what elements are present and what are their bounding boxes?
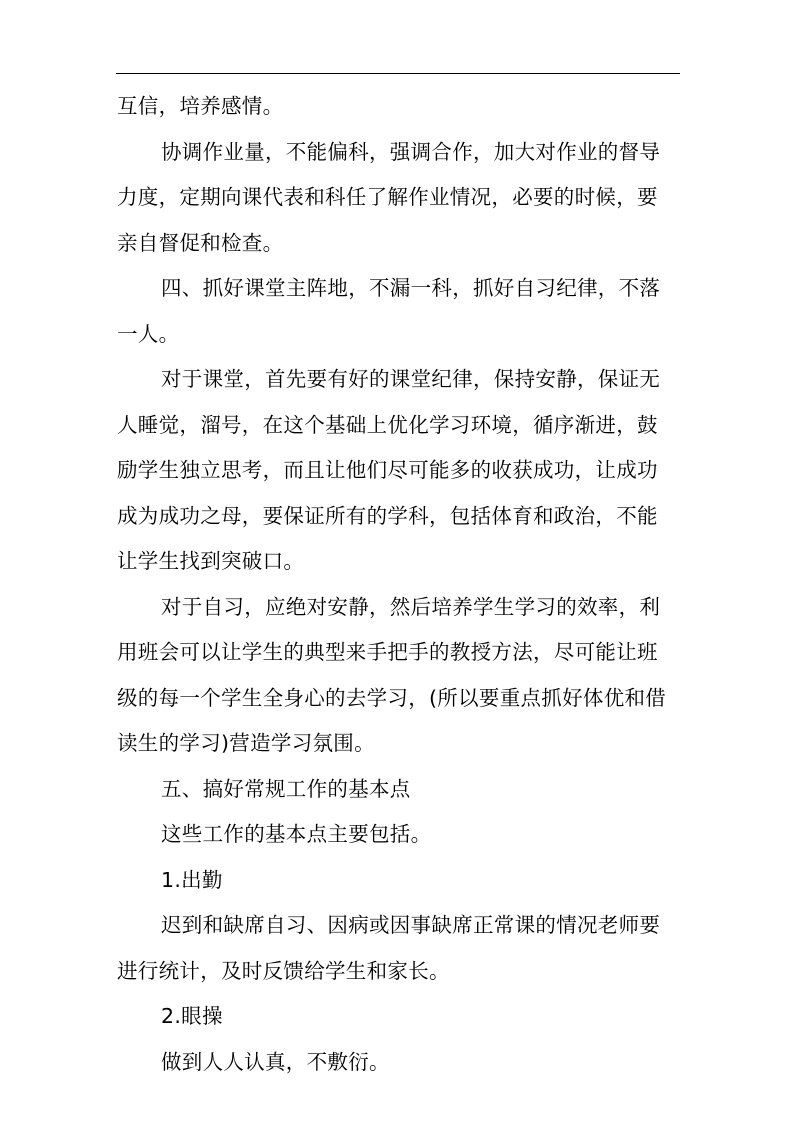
text-line: 力度，定期向课代表和科任了解作业情况，必要的时候，要 <box>117 185 658 209</box>
text-line: 对于自习，应绝对安静，然后培养学生学习的效率，利 <box>161 594 661 619</box>
paragraph <box>117 585 683 767</box>
list-item-heading: 1.出勤 <box>161 867 223 892</box>
paragraph <box>117 1040 683 1086</box>
text-line: 成为成功之母，要保证所有的学科，包括体育和政治，不能 <box>117 503 658 528</box>
text-line: 级的每一个学生全身心的去学习，(所以要重点抓好体优和借 <box>117 685 667 710</box>
text-line: 人睡觉，溜号，在这个基础上优化学习环境，循序渐进，鼓 <box>117 412 658 437</box>
text-line: 对于课堂，首先要有好的课堂纪律，保持安静，保证无 <box>161 367 661 391</box>
section-heading: 五、搞好常规工作的基本点 <box>161 776 411 801</box>
text-line: 互信，培养感情。 <box>117 94 284 118</box>
paragraph <box>117 903 683 994</box>
text-line: 用班会可以让学生的典型来手把手的教授方法，尽可能让班 <box>117 640 658 664</box>
text-line: 协调作业量，不能偏科，强调合作，加大对作业的督导 <box>161 139 661 164</box>
text-line: 亲自督促和检查。 <box>117 230 284 255</box>
text-line: 做到人人认真，不敷衍。 <box>161 1049 390 1074</box>
document-body <box>117 84 683 1085</box>
text-line: 让学生找到突破口。 <box>117 549 305 573</box>
paragraph <box>117 130 683 267</box>
paragraph <box>117 266 683 357</box>
text-line: 迟到和缺席自习、因病或因事缺席正常课的情况老师要 <box>161 913 661 937</box>
paragraph <box>117 767 683 813</box>
text-line: 四、抓好课堂主阵地，不漏一科，抓好自习纪律，不落 <box>161 276 661 300</box>
text-line: 励学生独立思考，而且让他们尽可能多的收获成功，让成功 <box>117 458 658 482</box>
paragraph <box>117 357 683 585</box>
text-line: 这些工作的基本点主要包括。 <box>161 822 432 846</box>
text-line: 进行统计，及时反馈给学生和家长。 <box>117 958 450 983</box>
paragraph <box>117 84 683 130</box>
list-item-heading: 2.眼操 <box>161 1004 223 1028</box>
text-line: 一人。 <box>117 321 180 346</box>
text-line: 读生的学习)营造学习氛围。 <box>117 731 375 755</box>
paragraph <box>117 858 683 904</box>
paragraph <box>117 812 683 858</box>
paragraph <box>117 994 683 1040</box>
header-rule <box>116 73 680 74</box>
